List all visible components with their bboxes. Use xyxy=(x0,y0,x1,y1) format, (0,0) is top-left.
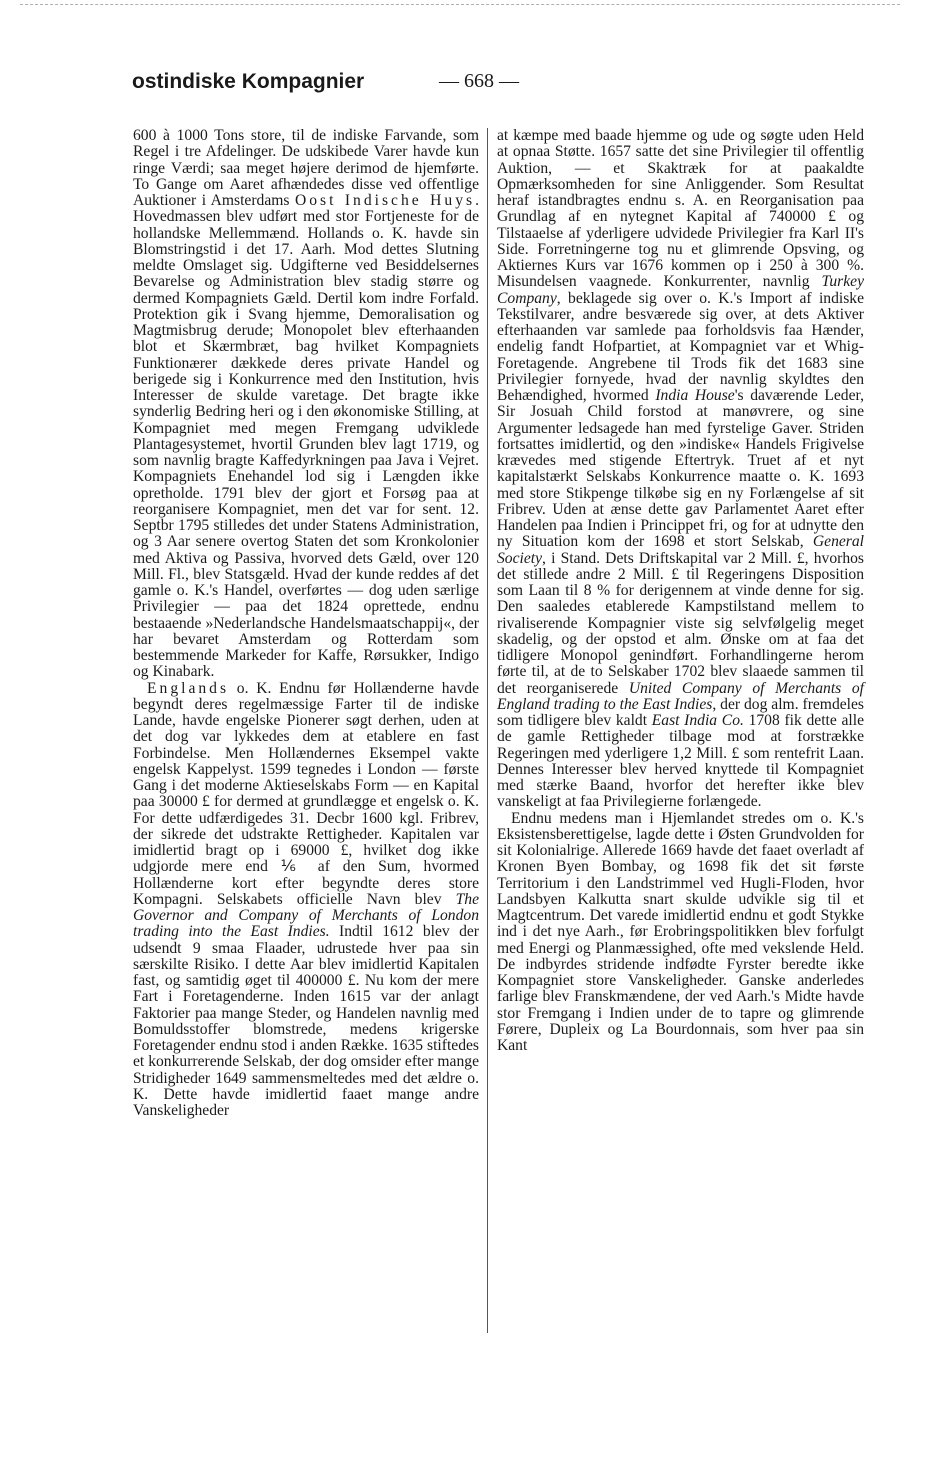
running-title: ostindiske Kompagnier xyxy=(132,70,365,93)
left-column xyxy=(133,128,479,1119)
paragraph: at kæmpe med baade hjemme og ude og søgte uden Held at opnaa Støtte. 1657 satte det sine Privilegier til offentlig Auktion, — et Skaktræk for at paakaldte Opmærksomheden for sine Anliggender. Som Resultat heraf istandbragtes endnu s. A. en Reorganisation paa Grundlag af en nytegnet Kapital af 740000 £ og Tilstaaelse af yderligere udvidede Privilegier fra Karl II's Side. Forretningerne tog nu et glimrende Opsving, og Aktiernes Kurs var 1676 kommen op i 250 à 300 %. Misundelsen vaagnede. Konkurrenter, navnlig Turkey Company, beklagede sig over o. K.'s Import af indiske Tekstilvarer, andre besværede sig over, at dets Aktiver efterhaanden var samlede paa forholdsvis faa Hænder, endelig fandt Hofpartiet, at Kompagniet var et Whig-Foretagende. Angrebene til Trods fik det 1683 sine Privilegier fornyede, hvad der navnlig skyldtes den Behændighed, hvormed India House's daværende Leder, Sir Josuah Child forstod at manøvrere, og sine Argumenter ledsagede han med fyrstelige Gaver. Striden fortsattes imidlertid, og den »indiske« Handels Frigivelse krævedes med stigende Eftertryk. Truet af et nyt kapitalstærkt Selskabs Konkurrence maatte o. K. 1693 med store Stikpenge tilkøbe sig en ny Forlængelse af sit Fribrev. Uden at ænse dette gav Parlamentet Aaret efter Handelen paa Indien i Princippet fri, og for at udnytte den ny Situation kom der 1698 et stort Selskab, General Society, i Stand. Dets Driftskapital var 2 Mill. £, hvorhos det stillede andre 2 Mill. £ til Regeringens Disposition som Laan til 8 % for derigennem at vinde denne for sig. Den saaledes etablerede Kampstilstand mellem to rivaliserende Kompagnier viste sig selvfølgelig meget skadelig, og der opstod et alm. Ønske om at faa det tidligere Monopol genindført. Forhandlingerne herom førte til, at de to Selskaber 1702 blev slaaede sammen til det reorganiserede United Company of Merchants of England trading to the East Indies, der dog alm. fremdeles som tidligere blev kaldt East India Co. 1708 fik dette alle de gamle Rettigheder tilbage mod at forstrække Regeringen med yderligere 1,2 Mill. £ som rentefrit Laan. Dennes Interesser blev herved knyttede til Kompagniet med stærke Baand, hvorfor det herefter ikke blev vanskeligt at faa Privilegierne forlængede. xyxy=(497,127,865,811)
page-header xyxy=(132,70,872,102)
right-column xyxy=(497,128,864,1054)
paragraph: 600 à 1000 Tons store, til de indiske Farvande, som Regel i tre Afdelinger. De udskibede Varer havde kun ringe Værdi; saa meget højere derimod de hjemførte. To Gange om Aaret afhændedes disse ved offentlige Auktioner i Amsterdams Oost Indische Huys. Hovedmassen blev udført med stor Fortjeneste for de hollandske Mellemmænd. Hollands o. K. havde sin Blomstringstid i det 17. Aarh. Mod dettes Slutning meldte Omslaget sig. Udgifterne ved Besiddelsernes Bevarelse og Administration blev stadig større og dermed Kompagniets Gæld. Dertil kom indre Forfald. Protektion gik i Svang hjemme, Demoralisation og Magtmisbrug derude; Monopolet blev efterhaanden blot et Skærmbræt, bag hvilket Kompagniets Funktionærer dækkede deres private Handel og berigede sig i Konkurrence med den Institution, hvis Interesser de skulde varetage. Det bragte ikke synderlig Bedring heri og i den økonomiske Stilling, at Kompagniet med megen Fremgang udviklede Plantagesystemet, hvortil Grunden blev lagt 1719, og som navnlig bragte Kaffedyrkningen paa Java i Vejret. Kompagniets Enehandel lod sig i Længden ikke opretholde. 1791 blev der gjort et Forsøg paa at reorganisere Kompagniet, men det var for sent. 12. Septbr 1795 stilledes det under Statens Administration, og 3 Aar senere overtog Staten det som Kronkolonier med Aktiva og Passiva, hvorved dets Gæld, over 120 Mill. Fl., blev Statsgæld. Hvad der kunde reddes af det gamle o. K.'s Handel, overførtes — dog uden særlige Privilegier — paa det 1824 oprettede, endnu bestaaende »Nederlandsche Handelsmaatschappij«, der har bevaret Amsterdam og Rotterdam som bestemmende Markeder for Kaffe, Rørsukker, Indigo og Kinabark. xyxy=(133,127,479,681)
paragraph: Endnu medens man i Hjemlandet stredes om o. K.'s Eksistensberettigelse, lagde dette i Østen Grundvolden for sit Kolonialrige. Allerede 1669 havde det faaet overladt af Kronen Byen Bombay, og 1698 fik det sit første Territorium i den Landstrimmel ved Hugli-Floden, hvor Landsbyen Kalkutta snart skulde udvikle sig til et Magtcentrum. Det varede imidlertid endnu et godt Stykke ind i det nye Aarh., før Erobringspolitikken blev forfulgt med Energi og Planmæssighed, ofte med vekslende Held. De indbyrdes stridende indfødte Fyrster beredte ikke Kompagniet store Vanskeligheder. Ganske anderledes farlige blev Franskmændene, der ved Aarh.'s Midte havde stor Fremgang i Indien under de to tapre og glimrende Førere, Dupleix og La Bourdonnais, som hver paa sin Kant xyxy=(497,809,864,1054)
paragraph: Englands o. K. Endnu før Hollænderne havde begyndt deres regelmæssige Farter til de indiske Lande, havde engelske Pionerer søgt derhen, uden at det dog var lykkedes dem at etablere en fast Forbindelse. Men Hollændernes Eksempel vakte engelsk Kappelyst. 1599 tegnedes i London — første Gang i det moderne Aktieselskabs Form — en Kapital paa 30000 £ for dermed at grundlægge et engelsk o. K. For dette udfærdigedes 31. Decbr 1600 kgl. Fribrev, der sikrede det udstrakte Rettigheder. Kapitalen var imidlertid bragt op i 69000 £, hvilket dog ikke udgjorde mere end ⅙ af den Sum, hvormed Hollænderne kort efter begyndte deres store Kompagni. Selskabets officielle Navn blev The Governor and Company of Merchants of London trading into the East Indies. Indtil 1612 blev der udsendt 9 smaa Flaader, udrustede hver paa sin særskilte Risiko. I dette Aar blev imidlertid Kapitalen fast, og samtidig øget til 400000 £. Nu kom der mere Fart i Foretagenderne. Inden 1615 var der anlagt Faktorier paa mange Steder, og Handelen navnlig med Bomuldsstoffer blomstrede, medens krigerske Foretagender endnu stod i anden Række. 1635 stiftedes et konkurrerende Selskab, der dog omsider efter mange Stridigheder 1649 sammensmeltedes med det ældre o. K. Dette havde imidlertid faaet mange andre Vanskeligheder xyxy=(133,679,479,1119)
page-number: — 668 — xyxy=(439,70,519,92)
column-divider xyxy=(487,128,488,1333)
scan-edge-line xyxy=(20,4,900,5)
